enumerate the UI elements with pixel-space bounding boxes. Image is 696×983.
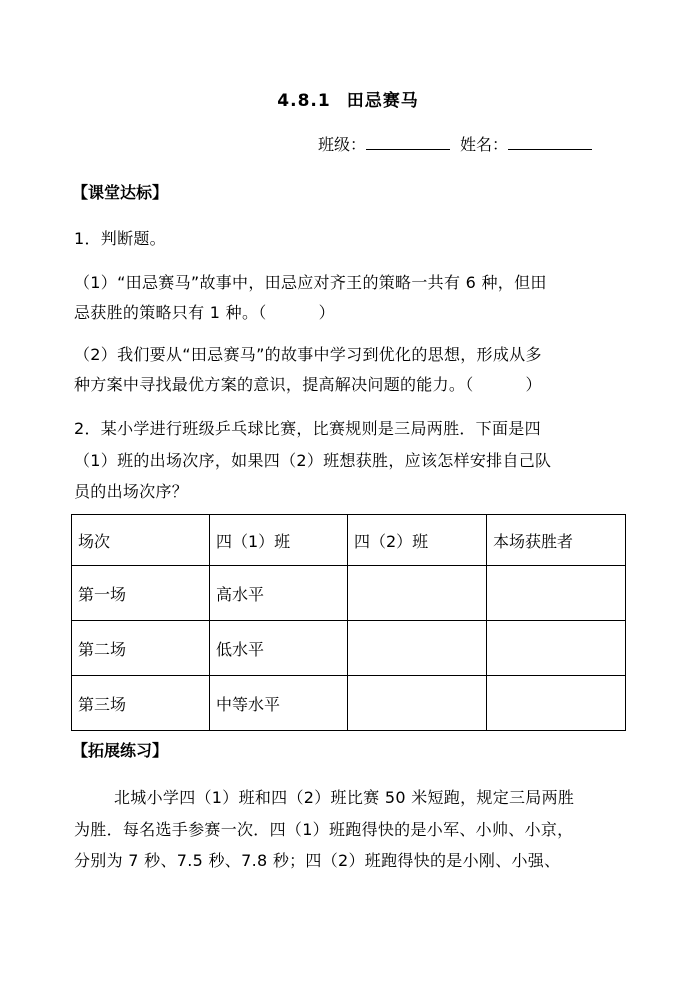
question1-item2-line2 [74, 372, 542, 395]
table-cell-class2[interactable] [348, 621, 487, 676]
question2-line3: 员的出场次序？ [74, 482, 189, 501]
table-cell-winner[interactable] [487, 566, 626, 621]
name-blank[interactable] [508, 135, 592, 150]
question1-item1-close-paren: ） [318, 303, 335, 322]
table-cell-round: 第一场 [72, 566, 210, 621]
class-name-line [318, 132, 592, 155]
class-blank[interactable] [366, 135, 450, 150]
match-order-table [71, 514, 626, 731]
table-header-cell: 本场获胜者 [487, 515, 626, 566]
section-heading-classwork: 【课堂达标】 [72, 183, 169, 202]
extension-line3: 分别为 7 秒、7.5 秒、7.8 秒；四（2）班跑得快的是小刚、小强、 [74, 851, 561, 870]
table-cell-class1: 高水平 [210, 566, 348, 621]
question2-line1: 2．某小学进行班级乒乓球比赛，比赛规则是三局两胜．下面是四 [74, 419, 541, 438]
question2-line2: （1）班的出场次序，如果四（2）班想获胜，应该怎样安排自己队 [74, 451, 552, 470]
table-row [72, 676, 626, 731]
table-cell-round: 第二场 [72, 621, 210, 676]
table-header-cell: 四（1）班 [210, 515, 348, 566]
table-cell-class1: 中等水平 [210, 676, 348, 731]
table-row [72, 621, 626, 676]
table-header-row [72, 515, 626, 566]
extension-line2: 为胜．每名选手参赛一次．四（1）班跑得快的是小军、小帅、小京， [74, 820, 574, 839]
question1-item1-text: 忌获胜的策略只有 1 种。（ [74, 303, 267, 322]
question1-item2-text: 种方案中寻找最优方案的意识，提高解决问题的能力。（ [74, 375, 474, 394]
table-cell-class2[interactable] [348, 566, 487, 621]
table-cell-winner[interactable] [487, 676, 626, 731]
table-cell-class1: 低水平 [210, 621, 348, 676]
class-label: 班级： [318, 135, 367, 154]
table-header-cell: 场次 [72, 515, 210, 566]
section-heading-extension: 【拓展练习】 [72, 741, 169, 760]
table-row [72, 566, 626, 621]
lesson-number: 4.8.1 [277, 91, 331, 111]
table-header-cell: 四（2）班 [348, 515, 487, 566]
question1-heading: 1．判断题。 [74, 229, 166, 248]
name-label: 姓名： [460, 135, 509, 154]
question1-item2-close-paren: ） [525, 375, 542, 394]
page-title [0, 86, 696, 111]
question1-item1-line1: （1）“田忌赛马”故事中，田忌应对齐王的策略一共有 6 种，但田 [74, 273, 547, 292]
table-cell-round: 第三场 [72, 676, 210, 731]
table-cell-class2[interactable] [348, 676, 487, 731]
question1-item1-line2 [74, 300, 335, 323]
lesson-title: 田忌赛马 [346, 91, 419, 111]
question1-item2-line1: （2）我们要从“田忌赛马”的故事中学习到优化的思想，形成从多 [74, 345, 542, 364]
table-cell-winner[interactable] [487, 621, 626, 676]
extension-line1: 北城小学四（1）班和四（2）班比赛 50 米短跑，规定三局两胜 [114, 788, 575, 807]
